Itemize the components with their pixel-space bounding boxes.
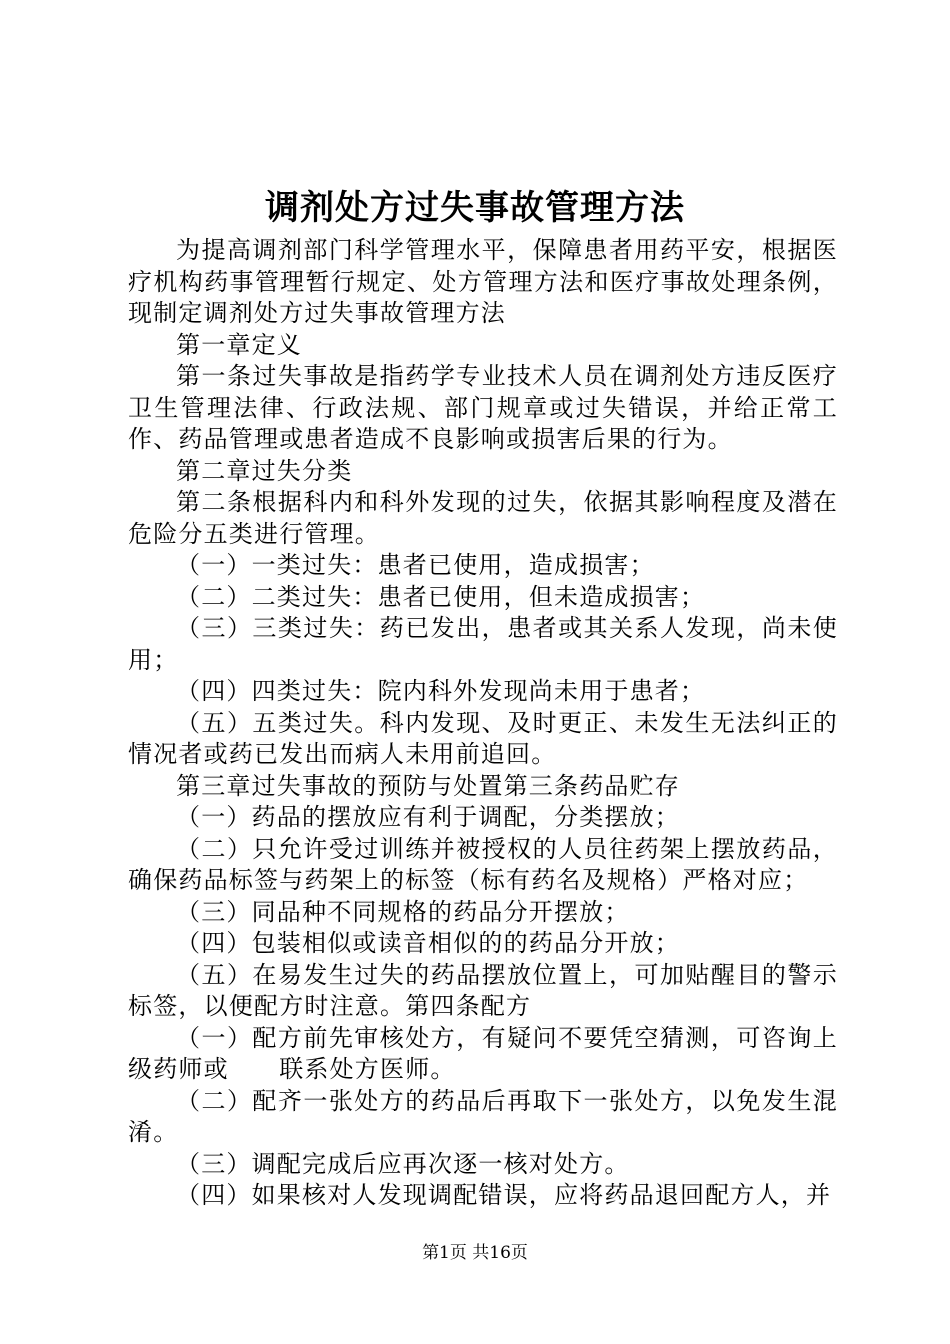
chapter-heading: 第一章定义 (176, 330, 302, 359)
list-item: （四）包装相似或读音相似的的药品分开放； (176, 929, 680, 957)
chapter-heading: 第三章过失事故的预防与处置第三条药品贮存 (176, 771, 680, 800)
list-item: （三）同品种不同规格的药品分开摆放； (176, 897, 630, 926)
paragraph: 为提高调剂部门科学管理水平，保障患者用药平安，根据医疗机构药事管理暂行规定、处方管理方法和医疗事故处理条例，现制定调剂处方过失事故管理方法 (128, 236, 838, 327)
list-item: （二）只允许受过训练并被授权的人员往药架上摆放药品，确保药品标签与药架上的标签（标有药名及规格）严格对应； (128, 834, 838, 894)
list-item: （三）三类过失：药已发出，患者或其关系人发现，尚未使用； (128, 614, 838, 674)
list-item: （四）四类过失：院内科外发现尚未用于患者； (176, 677, 706, 705)
list-item: （五）五类过失。科内发现、及时更正、未发生无法纠正的情况者或药已发出而病人未用前追回。 (128, 708, 838, 768)
paragraph: 第二条根据科内和科外发现的过失，依据其影响程度及潜在危险分五类进行管理。 (128, 488, 838, 548)
page-number-footer: 第1页 共16页 (422, 1243, 528, 1263)
list-item: （五）在易发生过失的药品摆放位置上，可加贴醒目的警示标签，以便配方时注意。第四条配方 (128, 960, 838, 1020)
list-item: （二）二类过失：患者已使用，但未造成损害； (176, 582, 706, 611)
document-title: 调剂处方过失事故管理方法 (265, 188, 685, 228)
list-item: （三）调配完成后应再次逐一核对处方。 (176, 1149, 630, 1178)
chapter-heading: 第二章过失分类 (176, 456, 353, 485)
list-item: （一）药品的摆放应有利于调配，分类摆放； (176, 803, 680, 831)
list-item: （一）配方前先审核处方，有疑问不要凭空猜测，可咨询上级药师或 联系处方医师。 (128, 1023, 838, 1083)
document-body (128, 235, 838, 1212)
paragraph: 第一条过失事故是指药学专业技术人员在调剂处方违反医疗卫生管理法律、行政法规、部门规章或过失错误，并给正常工作、药品管理或患者造成不良影响或损害后果的行为。 (128, 362, 838, 453)
list-item: （二）配齐一张处方的药品后再取下一张处方，以免发生混淆。 (128, 1086, 838, 1146)
list-item: （四）如果核对人发现调配错误，应将药品退回配方人，并 (176, 1181, 832, 1209)
list-item: （一）一类过失：患者已使用，造成损害； (176, 551, 655, 579)
